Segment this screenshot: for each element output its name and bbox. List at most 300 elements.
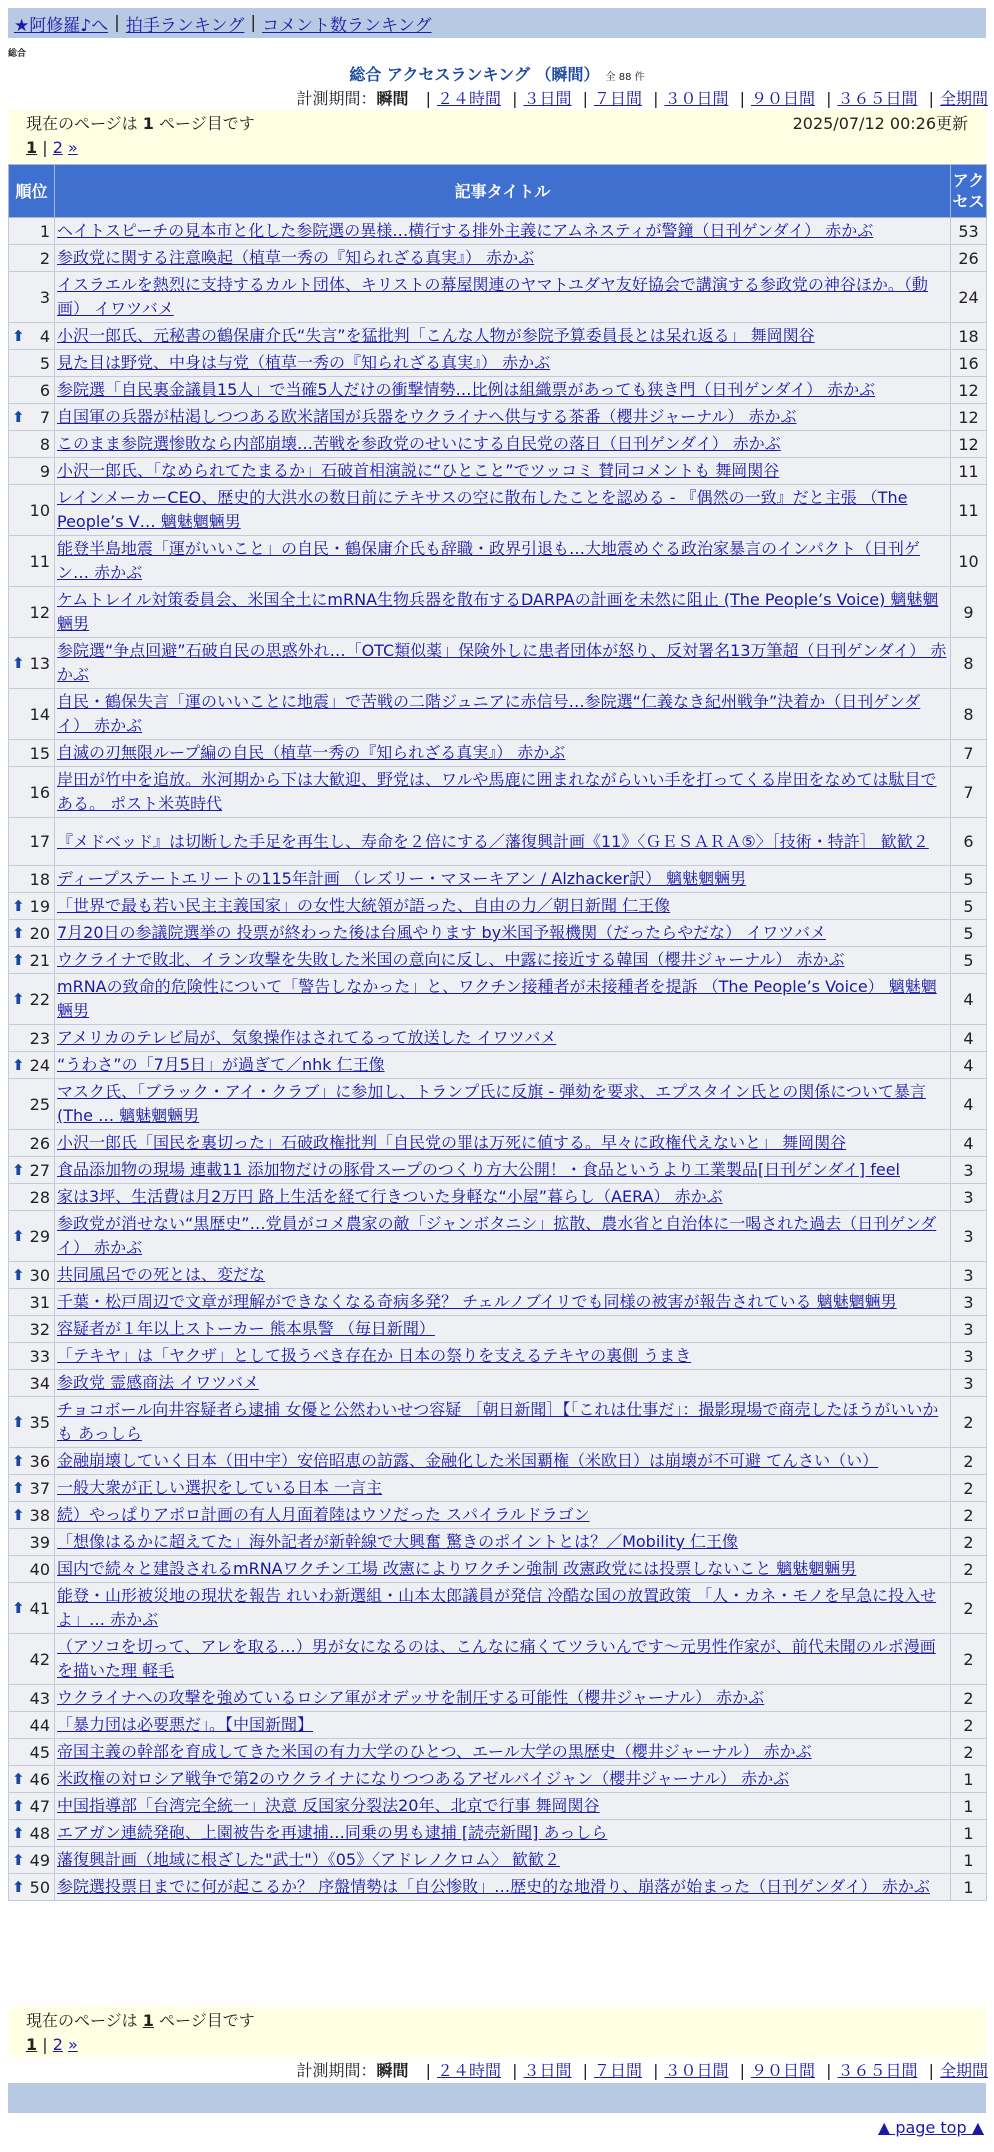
rank-up-icon: ⬆ xyxy=(12,653,25,672)
access-count: 1 xyxy=(951,1793,987,1820)
rank-up-icon: ⬆ xyxy=(12,1478,25,1497)
period-3d-link[interactable]: ３日間 xyxy=(523,89,572,108)
article-link[interactable]: 帝国主義の幹部を育成してきた米国の有力大学のひとつ、エール大学の黒歴史（櫻井ジャーナル） 赤かぶ xyxy=(57,1742,812,1761)
rank-number: 16 xyxy=(29,782,50,802)
page-2-link[interactable]: 2 xyxy=(52,138,63,157)
rank-up-icon: ⬆ xyxy=(12,326,25,345)
article-link[interactable]: 自滅の刃無限ループ編の自民（植草一秀の『知られざる真実』） 赤かぶ xyxy=(57,743,566,762)
rank-up-icon: ⬆ xyxy=(12,989,25,1008)
article-link[interactable]: 小沢一郎氏、元秘書の鶴保庸介氏“失言”を猛批判「こんな人物が参院予算委員長とは呆れ返る」 舞岡関谷 xyxy=(57,326,815,345)
period-label: 計測期間： xyxy=(296,89,377,108)
title-cell xyxy=(55,638,951,689)
period-3d-link[interactable]: ３日間 xyxy=(523,2061,572,2080)
title-cell xyxy=(55,1211,951,1262)
rank-cell xyxy=(9,1316,55,1343)
table-row xyxy=(9,1583,987,1634)
article-link[interactable]: 国内で続々と建設されるmRNAワクチン工場 改憲によりワクチン強制 改憲政党には投票しないこと 魑魅魍魎男 xyxy=(57,1559,857,1578)
rank-cell xyxy=(9,1556,55,1583)
title-cell xyxy=(55,947,951,974)
rank-number: 11 xyxy=(29,551,50,571)
rank-number: 41 xyxy=(29,1598,50,1618)
article-link[interactable]: ウクライナで敗北、イラン攻撃を失敗した米国の意向に反し、中露に接近する韓国（櫻井ジャーナル） 赤かぶ xyxy=(57,950,845,969)
access-count: 7 xyxy=(951,767,987,818)
article-link[interactable]: ケムトレイル対策委員会、米国全土にmRNA生物兵器を散布するDARPAの計画を未然に阻止 (The People’s Voice) 魑魅魍魎男 xyxy=(57,590,939,633)
rank-cell xyxy=(9,1448,55,1475)
access-count: 5 xyxy=(951,947,987,974)
article-link[interactable]: 食品添加物の現場 連載11 添加物だけの豚骨スープのつくり方大公開！・食品というより工業製品[日刊ゲンダイ] feel xyxy=(57,1160,900,1179)
title-cell xyxy=(55,1712,951,1739)
article-link[interactable]: 米政権の対ロシア戦争で第2のウクライナになりつつあるアゼルバイジャン（櫻井ジャーナル） 赤かぶ xyxy=(57,1769,790,1788)
table-row xyxy=(9,245,987,272)
article-link[interactable]: 藩復興計画（地域に根ざした"武士"）《05》〈アドレノクロム〉 歓歓２ xyxy=(57,1850,561,1869)
rank-number: 20 xyxy=(29,923,50,943)
table-row xyxy=(9,1052,987,1079)
rank-cell xyxy=(9,1634,55,1685)
rank-cell xyxy=(9,1712,55,1739)
rank-cell xyxy=(9,377,55,404)
rank-cell xyxy=(9,1502,55,1529)
title-cell xyxy=(55,536,951,587)
access-count: 1 xyxy=(951,1874,987,1901)
title-cell xyxy=(55,1448,951,1475)
rank-number: 4 xyxy=(39,326,50,346)
rank-cell xyxy=(9,1052,55,1079)
rank-number: 32 xyxy=(29,1319,50,1339)
period-current: 瞬間 xyxy=(376,2061,409,2080)
article-link[interactable]: 参院選投票日までに何が起こるか？ 序盤情勢は「自公惨敗」…歴史的な地滑り、崩落が始まった（日刊ゲンダイ） 赤かぶ xyxy=(57,1877,930,1896)
table-row xyxy=(9,218,987,245)
article-link[interactable]: （アソコを切って、アレを取る…）男が女になるのは、こんなに痛くてツラいんです〜元男性作家が、前代未聞のルポ漫画を描いた理 軽毛 xyxy=(57,1637,936,1680)
nav-separator: | xyxy=(114,13,120,33)
title-cell xyxy=(55,458,951,485)
rank-number: 30 xyxy=(29,1265,50,1285)
table-row xyxy=(9,1766,987,1793)
article-link[interactable]: ウクライナへの攻撃を強めているロシア軍がオデッサを制圧する可能性（櫻井ジャーナル） 赤かぶ xyxy=(57,1688,765,1707)
table-row xyxy=(9,1874,987,1901)
clap-ranking-link[interactable]: 拍手ランキング xyxy=(125,15,245,36)
table-row xyxy=(9,323,987,350)
article-link[interactable]: “うわさ”の「7月5日」が過ぎて／nhk 仁王像 xyxy=(57,1055,385,1074)
rank-cell xyxy=(9,1025,55,1052)
article-link[interactable]: 家は3坪、生活費は月2万円 路上生活を経て行きついた身軽な“小屋”暮らし（AERA） 赤かぶ xyxy=(57,1187,723,1206)
table-row xyxy=(9,377,987,404)
article-link[interactable]: 千葉・松戸周辺で文章が理解ができなくなる奇病多発？ チェルノブイリでも同様の被害が報告されている 魑魅魍魎男 xyxy=(57,1292,897,1311)
article-link[interactable]: 共同風呂での死とは、変だな xyxy=(57,1265,266,1284)
rank-number: 42 xyxy=(29,1649,50,1669)
title-cell xyxy=(55,1502,951,1529)
period-all-link[interactable]: 全期間 xyxy=(939,2061,988,2080)
article-link[interactable]: 参院選“争点回避”石破自民の思惑外れ…「OTC類似薬」保険外しに患者団体が怒り、反対署名13万筆超（日刊ゲンダイ） 赤かぶ xyxy=(57,641,947,684)
title-cell xyxy=(55,1370,951,1397)
period-365d-link[interactable]: ３６５日間 xyxy=(837,2061,918,2080)
title-cell xyxy=(55,1583,951,1634)
rank-cell xyxy=(9,1874,55,1901)
title-cell xyxy=(55,1289,951,1316)
article-link[interactable]: 自民・鶴保失言「運のいいことに地震」で苦戦の二階ジュニアに赤信号…参院選“仁義なき紀州戦争”決着か（日刊ゲンダイ） 赤かぶ xyxy=(57,692,921,735)
rank-cell xyxy=(9,587,55,638)
access-count: 3 xyxy=(951,1289,987,1316)
access-count: 5 xyxy=(951,866,987,893)
rank-number: 1 xyxy=(39,221,50,241)
access-count: 12 xyxy=(951,377,987,404)
rank-up-icon: ⬆ xyxy=(12,1769,25,1788)
rank-up-icon: ⬆ xyxy=(12,1796,25,1815)
article-link[interactable]: マスク氏、「ブラック・アイ・クラブ」に参加し、トランプ氏に反旗 - 弾劾を要求、エプスタイン氏との関係について暴言 (The … 魑魅魍魎男 xyxy=(57,1082,926,1125)
article-link[interactable]: イスラエルを熱烈に支持するカルト団体、キリストの幕屋関連のヤマトユダヤ友好協会で講演する参政党の神谷ほか。（動画） イワツバメ xyxy=(57,275,928,318)
article-link[interactable]: 参政党 霊感商法 イワツバメ xyxy=(57,1373,259,1392)
pager-bottom: 現在のページは 1 ページ目です 1 | 2 » xyxy=(8,2007,986,2057)
rank-number: 24 xyxy=(29,1055,50,1075)
table-row xyxy=(9,638,987,689)
table-row xyxy=(9,1079,987,1130)
article-link[interactable]: 自国軍の兵器が枯渇しつつある欧米諸国が兵器をウクライナへ供与する茶番（櫻井ジャーナル） 赤かぶ xyxy=(57,407,797,426)
article-link[interactable]: 能登・山形被災地の現状を報告 れいわ新選組・山本太郎議員が発信 冷酷な国の放置政策 「人・カネ・モノを早急に投入せよ」… 赤かぶ xyxy=(57,1586,937,1629)
table-row xyxy=(9,1130,987,1157)
access-count: 8 xyxy=(951,638,987,689)
period-30d-link[interactable]: ３０日間 xyxy=(664,2061,729,2080)
rank-cell xyxy=(9,1529,55,1556)
rank-cell xyxy=(9,1289,55,1316)
article-link[interactable]: アメリカのテレビ局が、気象操作はされてるって放送した イワツバメ xyxy=(57,1028,557,1047)
title-cell xyxy=(55,1874,951,1901)
title-cell xyxy=(55,1262,951,1289)
rank-up-icon: ⬆ xyxy=(12,407,25,426)
article-link[interactable]: 能登半島地震「運がいいこと」の自民・鶴保庸介氏も辞職・政界引退も…大地震めぐる政治家暴言のインパクト（日刊ゲン… 赤かぶ xyxy=(57,539,920,582)
period-90d-link[interactable]: ９０日間 xyxy=(750,89,815,108)
rank-up-icon: ⬆ xyxy=(12,1055,25,1074)
table-row xyxy=(9,431,987,458)
title-cell xyxy=(55,740,951,767)
rank-number: 9 xyxy=(39,461,50,481)
table-row xyxy=(9,740,987,767)
rank-up-icon: ⬆ xyxy=(12,1598,25,1617)
rank-number: 25 xyxy=(29,1094,50,1114)
title-cell xyxy=(55,1052,951,1079)
article-link[interactable]: 小沢一郎氏「国民を裏切った」石破政権批判「自民党の罪は万死に値する。早々に政権代えないと」 舞岡関谷 xyxy=(57,1133,847,1152)
table-row xyxy=(9,767,987,818)
rank-number: 22 xyxy=(29,989,50,1009)
access-count: 1 xyxy=(951,1766,987,1793)
access-count: 9 xyxy=(951,587,987,638)
footer-bar xyxy=(8,2083,986,2113)
next-page-link[interactable]: » xyxy=(67,138,78,157)
table-row xyxy=(9,1739,987,1766)
period-label: 計測期間： xyxy=(296,2061,377,2080)
title-cell xyxy=(55,1079,951,1130)
rank-cell xyxy=(9,404,55,431)
article-link[interactable]: ディープステートエリートの115年計画 （レズリー・マヌーキアン / Alzhacker訳） 魑魅魍魎男 xyxy=(57,869,747,888)
rank-cell xyxy=(9,1847,55,1874)
title-cell xyxy=(55,431,951,458)
table-row xyxy=(9,1289,987,1316)
access-count: 3 xyxy=(951,1316,987,1343)
rank-cell xyxy=(9,1766,55,1793)
title-cell xyxy=(55,1475,951,1502)
rank-cell xyxy=(9,323,55,350)
access-count: 3 xyxy=(951,1343,987,1370)
table-row xyxy=(9,1370,987,1397)
rank-number: 3 xyxy=(39,287,50,307)
title-cell xyxy=(55,272,951,323)
table-row xyxy=(9,1343,987,1370)
title-cell xyxy=(55,1793,951,1820)
access-count: 3 xyxy=(951,1211,987,1262)
ranking-table xyxy=(8,164,987,1901)
title-cell xyxy=(55,1397,951,1448)
access-count: 4 xyxy=(951,1025,987,1052)
access-count: 2 xyxy=(951,1685,987,1712)
rank-cell xyxy=(9,350,55,377)
rank-cell xyxy=(9,1184,55,1211)
top-nav-bar xyxy=(8,8,986,38)
page-top-link[interactable]: ▲ page top ▲ xyxy=(877,2118,984,2137)
title-cell xyxy=(55,1025,951,1052)
rank-up-icon: ⬆ xyxy=(12,1451,25,1470)
rank-number: 17 xyxy=(29,832,50,851)
access-count: 7 xyxy=(951,740,987,767)
article-link[interactable]: 見た目は野党、中身は与党（植草一秀の『知られざる真実』） 赤かぶ xyxy=(57,353,551,372)
rank-cell xyxy=(9,1397,55,1448)
rank-cell xyxy=(9,818,55,866)
rank-number: 36 xyxy=(29,1451,50,1471)
title-cell xyxy=(55,866,951,893)
article-link[interactable]: 参政党に関する注意喚起（植草一秀の『知られざる真実』） 赤かぶ xyxy=(57,248,535,267)
rank-cell xyxy=(9,638,55,689)
period-90d-link[interactable]: ９０日間 xyxy=(750,2061,815,2080)
rank-number: 48 xyxy=(29,1823,50,1843)
title-cell xyxy=(55,323,951,350)
article-link[interactable]: 岸田が竹中を追放。氷河期から下は大歓迎、野党は、ワルや馬鹿に囲まれながらいい手を打ってくる岸田をなめては駄目である。 ポスト米英時代 xyxy=(57,770,937,813)
access-count: 2 xyxy=(951,1502,987,1529)
rank-number: 15 xyxy=(29,743,50,763)
title-cell xyxy=(55,1343,951,1370)
article-link[interactable]: エアガン連続発砲、上園被告を再逮捕…同乗の男も逮捕 [読売新聞] あっしら xyxy=(57,1823,608,1842)
table-row xyxy=(9,1529,987,1556)
access-count: 4 xyxy=(951,1130,987,1157)
col-rank-header: 順位 xyxy=(9,165,55,218)
rank-cell xyxy=(9,218,55,245)
rank-cell xyxy=(9,767,55,818)
table-row xyxy=(9,485,987,536)
ranking-body xyxy=(9,218,987,1901)
current-page-text: 現在のページは 1 ページ目です xyxy=(26,114,255,133)
rank-cell xyxy=(9,1130,55,1157)
access-count: 2 xyxy=(951,1448,987,1475)
access-count: 6 xyxy=(951,818,987,866)
rank-cell xyxy=(9,974,55,1025)
current-page-text: 現在のページは 1 ページ目です xyxy=(26,2011,255,2030)
comment-ranking-link[interactable]: コメント数ランキング xyxy=(262,15,432,36)
title-cell xyxy=(55,767,951,818)
period-24h-link[interactable]: ２４時間 xyxy=(436,2061,501,2080)
title-cell xyxy=(55,245,951,272)
table-row xyxy=(9,1025,987,1052)
table-row xyxy=(9,1397,987,1448)
article-link[interactable]: 一般大衆が正しい選択をしている日本 一言主 xyxy=(57,1478,383,1497)
access-count: 2 xyxy=(951,1739,987,1766)
title-cell xyxy=(55,689,951,740)
access-count: 5 xyxy=(951,893,987,920)
access-count: 12 xyxy=(951,431,987,458)
article-link[interactable]: 『メドベッド』は切断した手足を再生し、寿命を２倍にする／藩復興計画《11》〈ＧＥＳＡＲＡ⑤〉［技術・特許］ 歓歓２ xyxy=(57,831,929,851)
title-cell xyxy=(55,218,951,245)
article-link[interactable]: 容疑者が１年以上ストーカー 熊本県警 （毎日新聞） xyxy=(57,1319,435,1338)
rank-up-icon: ⬆ xyxy=(12,1877,25,1896)
rank-number: 45 xyxy=(29,1742,50,1762)
article-link[interactable]: 続）やっぱりアポロ計画の有人月面着陸はウソだった スパイラルドラゴン xyxy=(57,1505,590,1524)
period-7d-link[interactable]: ７日間 xyxy=(593,2061,642,2080)
rank-cell xyxy=(9,458,55,485)
period-365d-link[interactable]: ３６５日間 xyxy=(837,89,918,108)
rank-up-icon: ⬆ xyxy=(12,1412,25,1431)
title-cell xyxy=(55,1556,951,1583)
table-row xyxy=(9,1820,987,1847)
period-24h-link[interactable]: ２４時間 xyxy=(436,89,501,108)
period-7d-link[interactable]: ７日間 xyxy=(593,89,642,108)
title-cell xyxy=(55,1739,951,1766)
title-cell xyxy=(55,404,951,431)
rank-up-icon: ⬆ xyxy=(12,1265,25,1284)
article-link[interactable]: このまま参院選惨敗なら内部崩壊…苦戦を参政党のせいにする自民党の落日（日刊ゲンダイ） 赤かぶ xyxy=(57,434,781,453)
rank-number: 19 xyxy=(29,896,50,916)
rank-cell xyxy=(9,536,55,587)
page-1-current: 1 xyxy=(26,2035,38,2054)
page-2-link[interactable]: 2 xyxy=(52,2035,63,2054)
access-count: 2 xyxy=(951,1397,987,1448)
rank-cell xyxy=(9,1262,55,1289)
title-cell xyxy=(55,893,951,920)
rank-up-icon: ⬆ xyxy=(12,1823,25,1842)
table-row xyxy=(9,1184,987,1211)
title-cell xyxy=(55,1634,951,1685)
rank-number: 31 xyxy=(29,1292,50,1312)
access-count: 2 xyxy=(951,1475,987,1502)
rank-number: 18 xyxy=(29,869,50,889)
rank-cell xyxy=(9,1343,55,1370)
table-row xyxy=(9,893,987,920)
article-link[interactable]: 「想像はるかに超えてた」海外記者が新幹線で大興奮 驚きのポイントとは？／Mobility 仁王像 xyxy=(57,1532,739,1551)
table-row xyxy=(9,920,987,947)
article-link[interactable]: mRNAの致命的危険性について「警告しなかった」と、ワクチン接種者が未接種者を提訴 （The People’s Voice） 魑魅魍魎男 xyxy=(57,977,937,1020)
access-count: 26 xyxy=(951,245,987,272)
rank-number: 23 xyxy=(29,1028,50,1048)
title-cell xyxy=(55,377,951,404)
article-link[interactable]: レインメーカーCEO、歴史的大洪水の数日前にテキサスの空に散布したことを認める - 『偶然の一致』だと主張 （The People’s V… 魑魅魍魎男 xyxy=(57,488,908,531)
rank-cell xyxy=(9,1079,55,1130)
article-link[interactable]: ヘイトスピーチの見本市と化した参院選の異様…横行する排外主義にアムネスティが警鐘（日刊ゲンダイ） 赤かぶ xyxy=(57,221,874,240)
rank-number: 6 xyxy=(39,380,50,400)
table-row xyxy=(9,1502,987,1529)
access-count: 16 xyxy=(951,350,987,377)
rank-cell xyxy=(9,893,55,920)
access-count: 5 xyxy=(951,920,987,947)
access-count: 3 xyxy=(951,1157,987,1184)
period-selector-bottom: 計測期間：瞬間 | ２４時間 | ３日間 | ７日間 | ３０日間 | ９０日間 | ３６５日間 | 全期間 xyxy=(296,2061,988,2080)
access-count: 3 xyxy=(951,1262,987,1289)
updated-timestamp: 2025/07/12 00:26更新 xyxy=(792,114,968,133)
rank-number: 50 xyxy=(29,1877,50,1897)
rank-number: 47 xyxy=(29,1796,50,1816)
title-cell xyxy=(55,1529,951,1556)
table-row xyxy=(9,1157,987,1184)
access-count: 3 xyxy=(951,1370,987,1397)
article-link[interactable]: 参院選「自民裏金議員15人」で当確5人だけの衝撃情勢…比例は組織票があっても狭き門（日刊ゲンダイ） 赤かぶ xyxy=(57,380,876,399)
article-link[interactable]: 小沢一郎氏、「なめられてたまるか」石破首相演説に“ひとこと”でツッコミ 賛同コメントも 舞岡関谷 xyxy=(57,461,780,480)
access-count: 24 xyxy=(951,272,987,323)
page-title xyxy=(0,62,994,85)
title-cell xyxy=(55,350,951,377)
rank-cell xyxy=(9,1820,55,1847)
rank-cell xyxy=(9,866,55,893)
article-link[interactable]: 「世界で最も若い民主主義国家」の女性大統領が語った、自由の力／朝日新聞 仁王像 xyxy=(57,896,671,915)
col-access-header: アクセス xyxy=(951,165,987,218)
table-row xyxy=(9,1211,987,1262)
rank-cell xyxy=(9,272,55,323)
article-link[interactable]: 「暴力団は必要悪だ」。【中国新聞】 xyxy=(57,1715,314,1734)
table-row xyxy=(9,1316,987,1343)
rank-cell xyxy=(9,1370,55,1397)
rank-up-icon: ⬆ xyxy=(12,1505,25,1524)
next-page-link[interactable]: » xyxy=(67,2035,78,2054)
article-link[interactable]: 金融崩壊していく日本（田中宇）安倍昭恵の訪露、金融化した米国覇権（米欧日）は崩壊が不可避 てんさい（い） xyxy=(57,1451,879,1470)
period-30d-link[interactable]: ３０日間 xyxy=(664,89,729,108)
title-cell xyxy=(55,485,951,536)
title-cell xyxy=(55,1184,951,1211)
rank-cell xyxy=(9,431,55,458)
rank-number: 7 xyxy=(39,407,50,427)
table-row xyxy=(9,818,987,866)
article-link[interactable]: 中国指導部「台湾完全統一」決意 反国家分裂法20年、北京で行事 舞岡関谷 xyxy=(57,1796,600,1815)
title-cell xyxy=(55,1685,951,1712)
title-cell xyxy=(55,1316,951,1343)
access-count: 2 xyxy=(951,1529,987,1556)
rank-cell xyxy=(9,1583,55,1634)
table-row xyxy=(9,272,987,323)
access-count: 1 xyxy=(951,1847,987,1874)
rank-number: 21 xyxy=(29,950,50,970)
rank-number: 46 xyxy=(29,1769,50,1789)
table-row xyxy=(9,587,987,638)
article-link[interactable]: 参政党が消せない“黒歴史”…党員がコメ農家の敵「ジャンボタニシ」拡散、農水省と自治体に一喝された過去（日刊ゲンダイ） 赤かぶ xyxy=(57,1214,937,1257)
ranking-title: 総合 アクセスランキング （瞬間） xyxy=(349,65,600,84)
table-row xyxy=(9,1685,987,1712)
access-count: 2 xyxy=(951,1583,987,1634)
access-count: 2 xyxy=(951,1712,987,1739)
rank-number: 37 xyxy=(29,1478,50,1498)
rank-number: 35 xyxy=(29,1412,50,1432)
item-count: 全 88 件 xyxy=(605,72,645,83)
period-selector-top: 計測期間：瞬間 | ２４時間 | ３日間 | ７日間 | ３０日間 | ９０日間 | ３６５日間 | 全期間 xyxy=(296,89,988,108)
article-link[interactable]: チョコボール向井容疑者ら逮捕 女優と公然わいせつ容疑 ［朝日新聞］【「これは仕事だ」：撮影現場で商売したほうがいいかも あっしら xyxy=(57,1400,939,1443)
article-link[interactable]: 「テキヤ」は「ヤクザ」として扱うべき存在か 日本の祭りを支えるテキヤの裏側 うまき xyxy=(57,1346,692,1365)
rank-cell xyxy=(9,1157,55,1184)
table-row xyxy=(9,1634,987,1685)
rank-number: 12 xyxy=(29,602,50,622)
title-cell xyxy=(55,587,951,638)
title-cell xyxy=(55,1130,951,1157)
rank-number: 43 xyxy=(29,1688,50,1708)
access-count: 11 xyxy=(951,458,987,485)
access-count: 1 xyxy=(951,1820,987,1847)
article-link[interactable]: 7月20日の参議院選挙の 投票が終わった後は台風やります by米国予報機関（だったらやだな） イワツバメ xyxy=(57,923,826,942)
home-link[interactable]: ★阿修羅♪へ xyxy=(14,15,109,36)
rank-up-icon: ⬆ xyxy=(12,1160,25,1179)
rank-up-icon: ⬆ xyxy=(12,896,25,915)
access-count: 18 xyxy=(951,323,987,350)
title-cell xyxy=(55,1766,951,1793)
period-all-link[interactable]: 全期間 xyxy=(939,89,988,108)
table-row xyxy=(9,689,987,740)
